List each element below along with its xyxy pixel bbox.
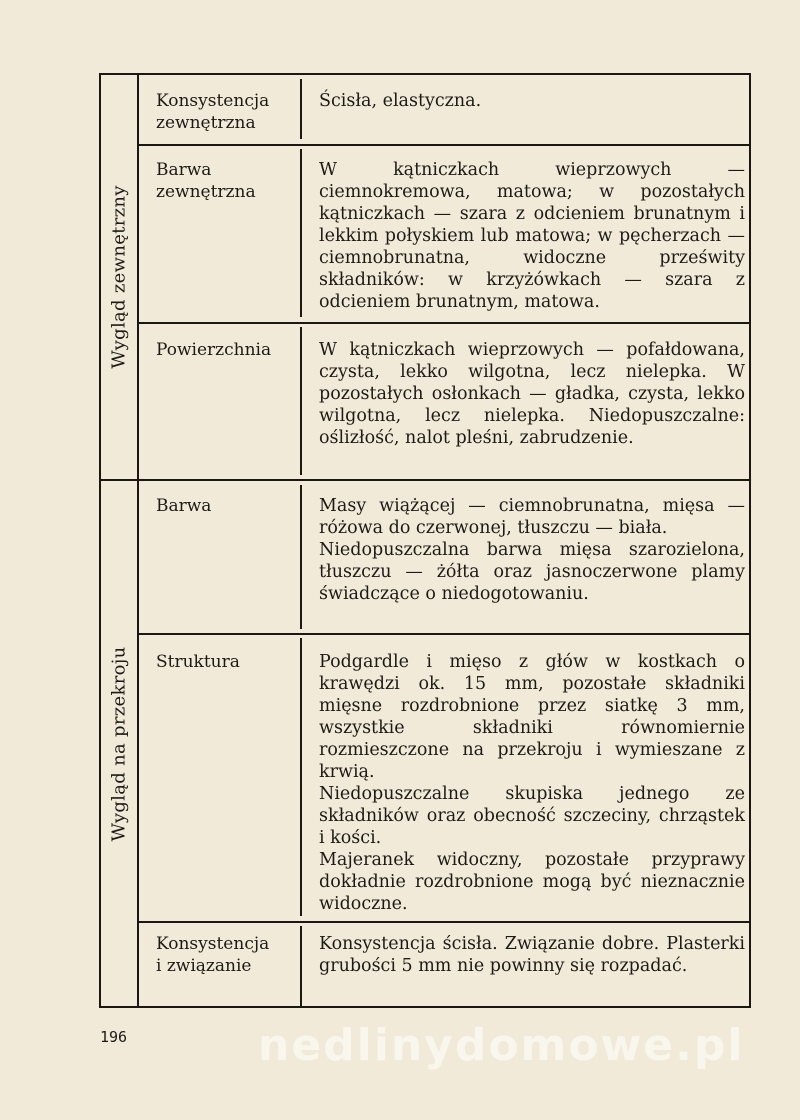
group-separator <box>101 479 749 481</box>
paragraph: Niedopuszczalne skupiska jednego ze składników oraz obecność szczeciny, chrząstek i kości. <box>319 784 745 848</box>
row-label-binding: Konsystencja i związanie <box>156 934 270 976</box>
group-label-exterior: Wygląd zewnętrzny <box>108 185 130 369</box>
paragraph: Niedopuszczalna barwa mięsa szarozielona, tłuszczu — żółta oraz jasnoczerwone plamy świadczące o niedogotowaniu. <box>319 540 745 604</box>
group-exterior <box>101 75 139 479</box>
row-label-color: Barwa <box>156 496 212 516</box>
paragraph: Konsystencja ścisła. Związanie dobre. Plasterki grubości 5 mm nie powinny się rozpadać. <box>319 934 745 976</box>
watermark: nedlinydomowe.pl <box>258 1020 745 1071</box>
column-divider <box>300 149 302 317</box>
row-separator <box>139 921 749 923</box>
paragraph: W kątniczkach wieprzowych — ciemnokremowa, matowa; w pozostałych kątniczkach — szara z odcieniem brunatnym i lekkim połyskiem lub matowa; w pęcherzach — ciemnobrunatna, widoczne prześwity składników: w krzyżówkach — szara z odcieniem brunatnym, matowa. <box>319 160 745 312</box>
row-label-outer-consistency: Konsystencja zewnętrzna <box>156 91 270 133</box>
row-text-outer-color <box>319 159 745 313</box>
row-text-color <box>319 495 745 605</box>
paragraph: Podgardle i mięso z głów w kostkach o krawędzi ok. 15 mm, pozostałe składniki mięsne rozdrobnione przez siatkę 3 mm, wszystkie składniki równomiernie rozmieszczone na przekroju i wymieszane z krwią. <box>319 652 745 782</box>
group-cross-section <box>101 481 139 1006</box>
row-text-surface <box>319 339 745 449</box>
paragraph: Masy wiążącej — ciemnobrunatna, mięsa — różowa do czerwonej, tłuszczu — biała. <box>319 496 745 538</box>
row-separator <box>139 144 749 146</box>
row-separator <box>139 322 749 324</box>
row-separator <box>139 633 749 635</box>
group-label-cross-section: Wygląd na przekroju <box>108 645 130 842</box>
column-divider <box>300 485 302 629</box>
row-text-structure <box>319 651 745 915</box>
row-label-surface: Powierzchnia <box>156 340 272 360</box>
column-divider <box>300 327 302 475</box>
column-divider <box>300 79 302 139</box>
row-label-structure: Struktura <box>156 652 240 672</box>
row-text-outer-consistency <box>319 90 745 112</box>
paragraph: Majeranek widoczny, pozostałe przyprawy dokładnie rozdrobnione mogą być nieznacznie widoczne. <box>319 850 745 914</box>
paragraph: W kątniczkach wieprzowych — pofałdowana, czysta, lekko wilgotna, lecz nielepka. W pozostałych osłonkach — gładka, czysta, lekko wilgotna, lecz nielepka. Niedopuszczalne: oślizłość, nalot pleśni, zabrudzenie. <box>319 340 745 448</box>
paragraph: Ścisła, elastyczna. <box>319 91 482 111</box>
column-divider <box>300 926 302 1006</box>
page-number: 196 <box>100 1028 128 1046</box>
column-divider <box>300 638 302 916</box>
specification-table <box>99 73 751 1008</box>
row-text-binding <box>319 933 745 977</box>
row-label-outer-color: Barwa zewnętrzna <box>156 160 256 202</box>
